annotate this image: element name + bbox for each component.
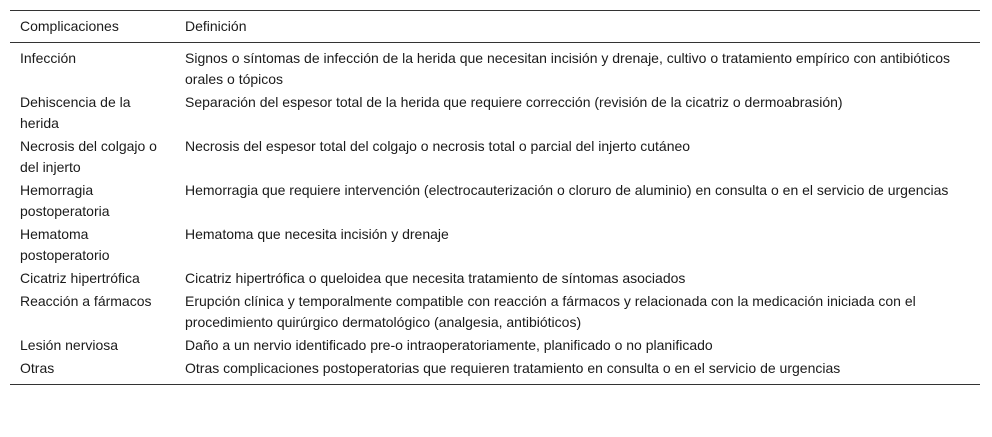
table-row [10,357,980,385]
table-body [10,43,980,385]
table-row [10,179,980,223]
complication-definition: Separación del espesor total de la herida que requiere corrección (revisión de la cicatriz o dermoabrasión) [185,94,843,110]
table-row [10,223,980,267]
complication-term: Reacción a fármacos [20,293,152,309]
table-row [10,91,980,135]
complication-term: Otras [20,360,55,376]
table-row [10,267,980,290]
header-row [10,11,980,43]
complication-term: Lesión nerviosa [20,337,119,353]
complication-definition: Hemorragia que requiere intervención (electrocauterización o cloruro de aluminio) en consulta o en el servicio de urgencias [185,182,949,198]
complication-definition: Signos o síntomas de infección de la herida que necesitan incisión y drenaje, cultivo o tratamiento empírico con antibióticos orales o tópicos [185,50,950,87]
table-row [10,290,980,334]
complication-definition: Cicatriz hipertrófica o queloidea que necesita tratamiento de síntomas asociados [185,270,686,286]
table-header [10,11,980,43]
complication-term: Cicatriz hipertrófica [20,270,140,286]
complication-term: Dehiscencia de la herida [20,94,131,131]
complication-definition: Daño a un nervio identificado pre-o intraoperatoriamente, planificado o no planificado [185,337,713,353]
table-row [10,334,980,357]
complication-definition: Otras complicaciones postoperatorias que requieren tratamiento en consulta o en el servicio de urgencias [185,360,841,376]
header-complicaciones: Complicaciones [20,18,119,34]
complications-table-container [10,10,980,385]
table-row [10,135,980,179]
complications-table [10,10,980,385]
table-row [10,43,980,92]
header-definicion: Definición [185,18,247,34]
complication-definition: Necrosis del espesor total del colgajo o necrosis total o parcial del injerto cutáneo [185,138,691,154]
complication-term: Infección [20,50,77,66]
complication-term: Necrosis del colgajo o del injerto [20,138,157,175]
complication-definition: Hematoma que necesita incisión y drenaje [185,226,449,242]
complication-term: Hemorragia postoperatoria [20,182,110,219]
complication-term: Hematoma postoperatorio [20,226,110,263]
complication-definition: Erupción clínica y temporalmente compatible con reacción a fármacos y relacionada con la medicación iniciada con el procedimiento quirúrgico dermatológico (analgesia, antibióticos) [185,293,916,330]
